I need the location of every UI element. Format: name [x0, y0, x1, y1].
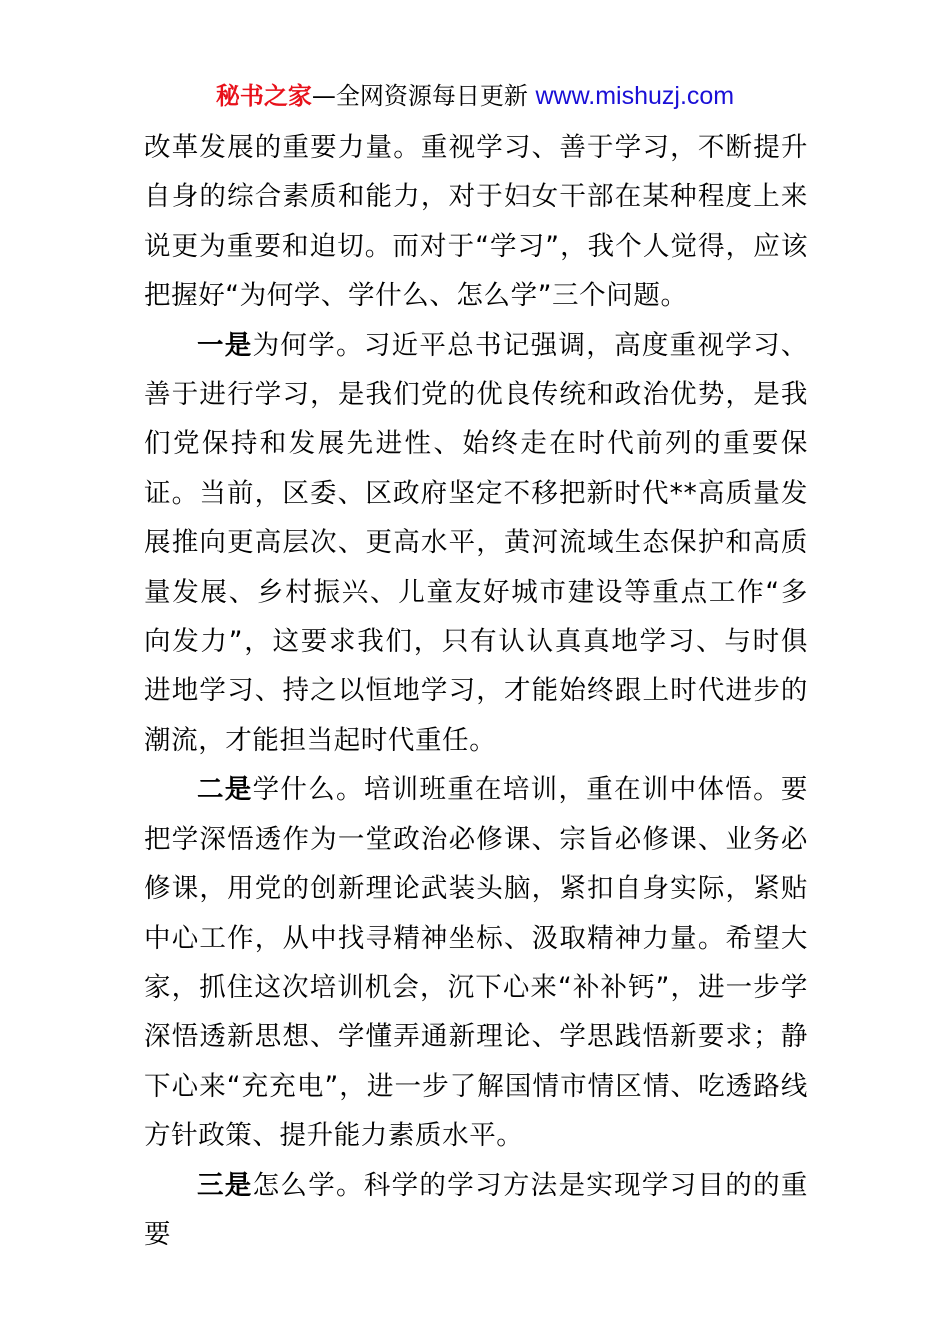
paragraph-text: 改革发展的重要力量。重视学习、善于学习，不断提升自身的综合素质和能力，对于妇女干部在某种程度上来说更为重要和迫切。而对于“学习”，我个人觉得，应该把握好“为何学、学什么、怎么学”三个问题。: [144, 132, 808, 312]
paragraph-lead: 一是: [197, 329, 253, 361]
site-brand: 秘书之家: [215, 82, 312, 110]
paragraph-what-learn: [144, 765, 808, 1160]
site-header: [0, 80, 950, 112]
paragraph-text: 学什么。培训班重在培训，重在训中体悟。要把学深悟透作为一堂政治必修课、宗旨必修课、业务必修课，用党的创新理论武装头脑，紧扣自身实际，紧贴中心工作，从中找寻精神坐标、汲取精神力量。希望大家，抓住这次培训机会，沉下心来“补补钙”，进一步学深悟透新思想、学懂弄通新理论、学思践悟新要求；静下心来“充充电”，进一步了解国情市情区情、吃透路线方针政策、提升能力素质水平。: [144, 774, 808, 1152]
paragraph-lead: 三是: [197, 1169, 253, 1201]
paragraph-why-learn: [144, 321, 808, 766]
paragraph-continuation: [144, 123, 808, 321]
paragraph-how-learn: [144, 1161, 808, 1260]
document-body: [144, 123, 808, 1259]
paragraph-lead: 二是: [197, 774, 253, 806]
paragraph-text: 为何学。习近平总书记强调，高度重视学习、善于进行学习，是我们党的优良传统和政治优势，是我们党保持和发展先进性、始终走在时代前列的重要保证。当前，区委、区政府坚定不移把新时代**高质量发展推向更高层次、更高水平，黄河流域生态保护和高质量发展、乡村振兴、儿童友好城市建设等重点工作“多向发力”，这要求我们，只有认认真真地学习、与时俱进地学习、持之以恒地学习，才能始终跟上时代进步的潮流，才能担当起时代重任。: [144, 329, 808, 756]
site-slogan: —全网资源每日更新: [311, 82, 536, 110]
site-url-link[interactable]: www.mishuzj.com: [535, 82, 735, 110]
paragraph-text: 怎么学。科学的学习方法是实现学习目的的重要: [144, 1169, 808, 1250]
